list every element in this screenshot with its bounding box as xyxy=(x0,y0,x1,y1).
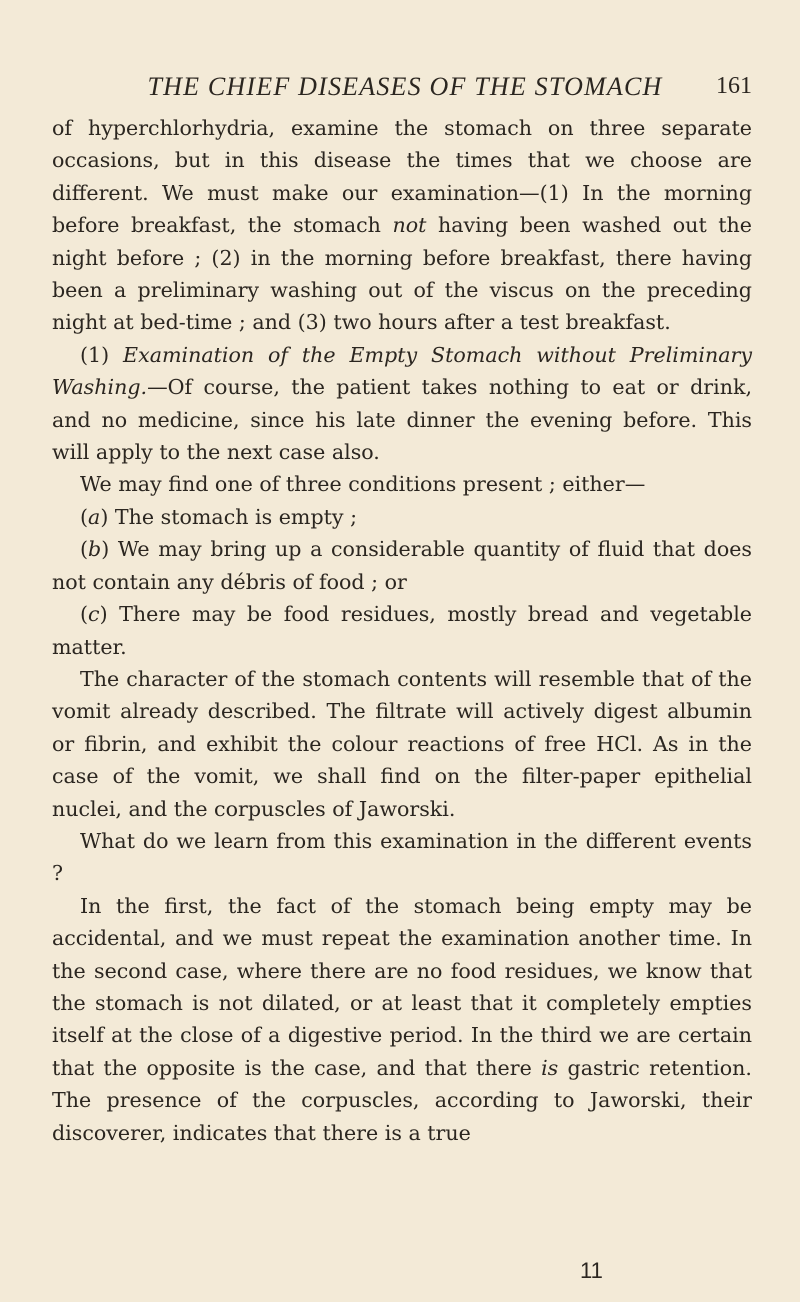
section-text: —Of course, the patient takes nothing to eat or drink, and no medicine, since his late dinner the evening before. This will apply to the next case also. xyxy=(52,375,752,465)
paragraph-question: What do we learn from this examination in the different events ? xyxy=(52,828,752,886)
paragraph-character: The character of the stomach contents will resemble that of the vomit already described. The filtrate will actively digest albumin or fibrin, and exhibit the colour reactions of free HCl. As in the case of the vomit, we shall find on the filter-paper epithelial nuclei, and the corpuscles of Jaworski. xyxy=(52,666,752,821)
condition-c: (c) There may be food residues, mostly bread and vegetable matter. xyxy=(52,602,752,659)
condition-b-label: b xyxy=(88,537,102,562)
condition-c-text: There may be food residues, mostly bread and vegetable matter. xyxy=(52,602,752,659)
signature-mark: 11 xyxy=(580,1258,603,1283)
emphasis-is: is xyxy=(541,1055,559,1080)
paragraph-examination-heading xyxy=(52,339,752,469)
condition-c-label: c xyxy=(88,602,100,627)
running-title: THE CHIEF DISEASES OF THE STOMACH xyxy=(147,72,663,101)
paragraph-interpretation xyxy=(52,890,752,1149)
paragraph-conditions: We may find one of three conditions present ; either— xyxy=(80,472,646,497)
condition-b-text: We may bring up a considerable quantity of fluid that does not contain any débris of food ; or xyxy=(52,537,752,594)
paragraph-intro-start: of hyperchlorhydria, examine the stomach on three separate occasions, but in this disease the times that we choose are different. We must make our examination—(1) In the morning before breakfast, the stomach xyxy=(52,116,752,238)
paragraph-intro-end: having been washed out the night before ; (2) in the morning before breakfast, there having been a preliminary washing out of the viscus on the preceding night at bed-time ; and (3) two hours after a test breakfast. xyxy=(52,213,752,335)
body-text xyxy=(52,112,752,1149)
condition-a: (a) The stomach is empty ; xyxy=(80,504,358,529)
paragraph-interpretation-start: In the first, the fact of the stomach being empty may be accidental, and we must repeat the examination another time. In the second case, where there are no food residues, we know that the stomach is not dilated, or at least that it completely empties itself at the close of a digestive period. In the third we are certain that the opposite is the case, and that there xyxy=(52,893,752,1080)
paragraph-interpretation-end: gastric retention. The presence of the corpuscles, according to Jaworski, their discoverer, indicates that there is a true xyxy=(52,1055,752,1145)
section-number: (1) xyxy=(80,342,124,367)
condition-b: (b) We may bring up a considerable quantity of fluid that does not contain any débris of food ; or xyxy=(52,537,752,594)
page-number: 161 xyxy=(716,73,752,99)
paragraph-intro xyxy=(52,112,752,339)
condition-a-text: The stomach is empty ; xyxy=(108,504,358,529)
condition-a-label: a xyxy=(88,504,101,529)
section-title: Examination of the Empty Stomach without Preliminary Washing. xyxy=(52,342,753,400)
emphasis-not: not xyxy=(392,213,427,238)
